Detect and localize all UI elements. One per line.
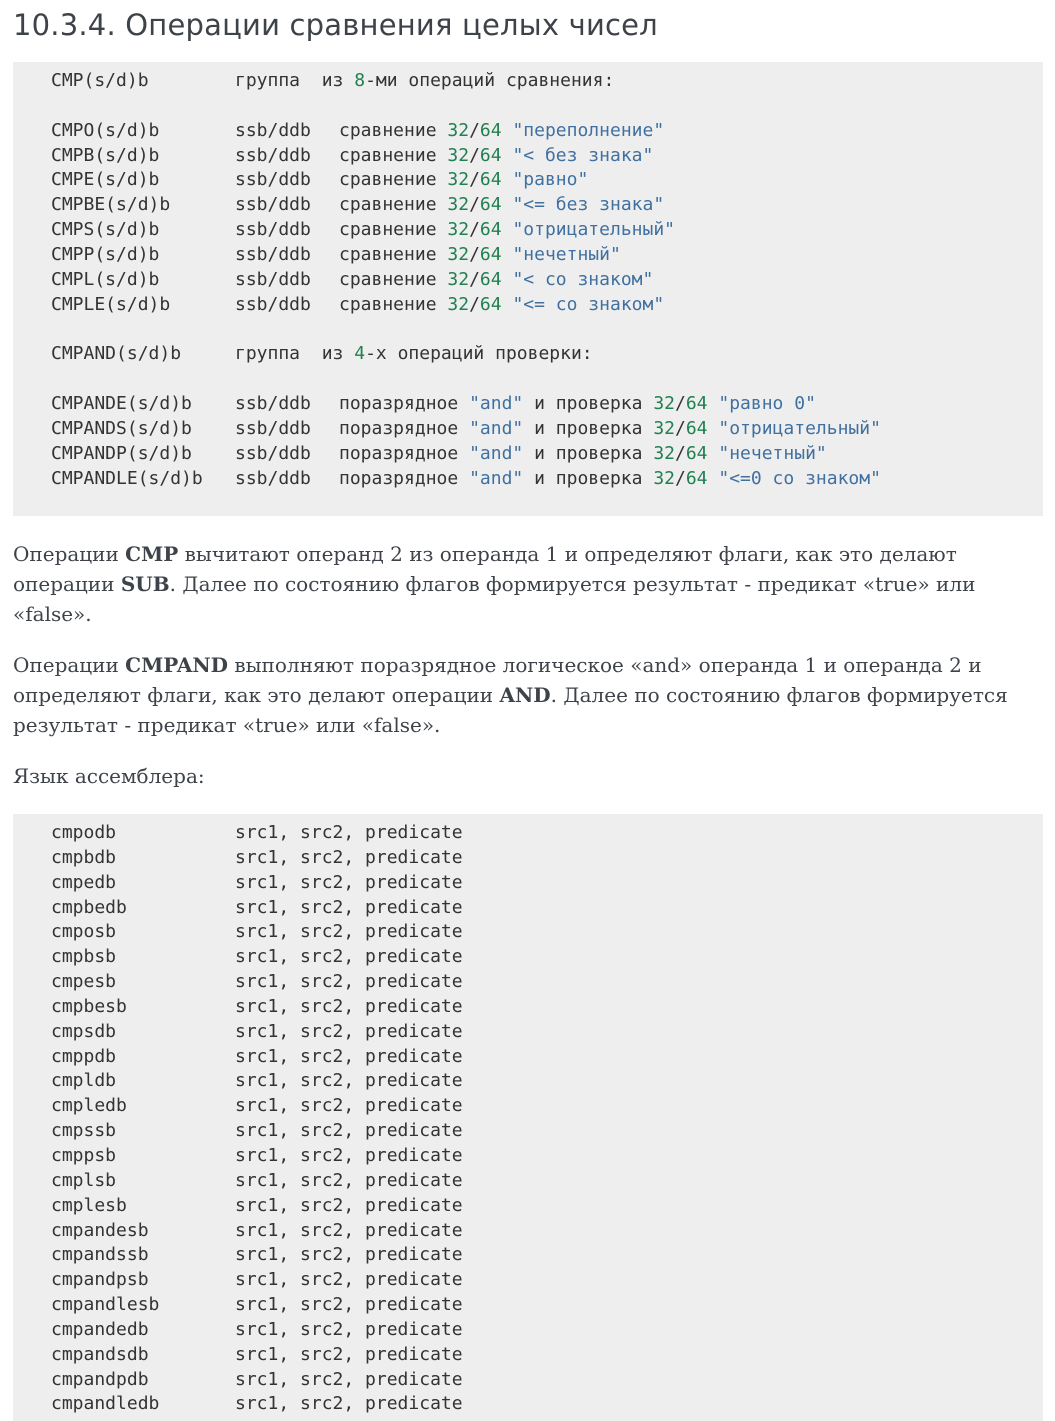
asm-mnemonic: cmpssb: [51, 1120, 117, 1142]
asm-mnemonic: cmposb: [51, 921, 117, 943]
asm-lines-list: [51, 821, 1043, 1417]
asm-line: [51, 945, 1043, 970]
op-mid: и проверка: [534, 442, 643, 464]
op-bits: 32: [447, 219, 470, 241]
op-condition: "<= со знаком": [512, 293, 665, 315]
asm-mnemonic: cmppdb: [51, 1045, 117, 1067]
op-name: CMPBE(s/d)b: [51, 194, 171, 216]
op-bits: 64: [479, 243, 502, 265]
asm-line: [51, 1094, 1043, 1119]
asm-operands: src1, src2, predicate: [235, 921, 463, 943]
op-bits: 64: [479, 219, 502, 241]
op-types: ssb/ddb: [235, 194, 311, 216]
asm-operands: src1, src2, predicate: [235, 1318, 463, 1340]
code-line: CMPP(s/d)b ssb/ddb сравнение 32/64 "нечетный": [51, 243, 1043, 268]
op-and: "and": [469, 467, 524, 489]
asm-mnemonic: cmpandpsb: [51, 1269, 149, 1291]
op-condition: "нечетный": [718, 442, 827, 464]
op-condition: "<=0 со знаком": [718, 467, 881, 489]
bold-term: AND: [499, 683, 551, 707]
asm-line: [51, 1268, 1043, 1293]
op-word: поразрядное: [339, 442, 459, 464]
cmpand-ops-list: [51, 392, 1043, 491]
asm-line: [51, 1392, 1043, 1417]
op-name: CMPANDE(s/d)b: [51, 392, 192, 414]
bold-term: SUB: [120, 572, 170, 596]
op-types: ssb/ddb: [235, 467, 311, 489]
asm-operands: src1, src2, predicate: [235, 822, 463, 843]
asm-line: [51, 1069, 1043, 1094]
operations-code-block: [13, 62, 1043, 516]
paragraph-cmpand: Операции CMPAND выполняют поразрядное логическое «and» операнда 1 и операнда 2 и определяют флаги, как это делают операции AND. Далее по состоянию флагов формируется результат - предикат «true» или «false».: [13, 653, 1008, 737]
asm-mnemonic: cmpandlesb: [51, 1294, 160, 1316]
op-and: "and": [469, 392, 524, 414]
asm-operands: src1, src2, predicate: [235, 946, 463, 968]
op-types: ssb/ddb: [235, 219, 311, 241]
op-bits: 32: [653, 392, 675, 414]
op-word: сравнение: [339, 219, 437, 241]
op-bits: 64: [479, 119, 502, 141]
op-bits: 32: [653, 467, 675, 489]
op-name: CMPANDS(s/d)b: [51, 417, 192, 439]
code-line: CMPB(s/d)b ssb/ddb сравнение 32/64 "< без знака": [51, 144, 1043, 169]
cmp-ops-list: [51, 119, 1043, 318]
op-condition: "переполнение": [512, 119, 665, 141]
paragraph-asm-label: Язык ассемблера:: [13, 764, 205, 788]
asm-mnemonic: cmpandssb: [51, 1244, 149, 1266]
op-bits: 32: [447, 144, 470, 166]
op-types: ssb/ddb: [235, 144, 311, 166]
op-word: сравнение: [339, 268, 437, 290]
op-name: CMPS(s/d)b: [51, 219, 160, 241]
asm-operands: src1, src2, predicate: [235, 1095, 463, 1117]
asm-mnemonic: cmpedb: [51, 871, 117, 893]
op-bits: 32: [447, 243, 470, 265]
asm-mnemonic: cmpesb: [51, 971, 117, 993]
op-bits: 64: [479, 268, 502, 290]
code-line: CMPANDP(s/d)b ssb/ddb поразрядное "and" и проверка 32/64 "нечетный": [51, 442, 1043, 467]
asm-line: [51, 1318, 1043, 1343]
asm-line: [51, 1368, 1043, 1393]
op-name: CMPANDP(s/d)b: [51, 442, 192, 464]
asm-line: [51, 846, 1043, 871]
asm-mnemonic: cmpbedb: [51, 896, 127, 918]
op-bits: 64: [685, 442, 708, 464]
asm-operands: src1, src2, predicate: [235, 1070, 463, 1092]
asm-operands: src1, src2, predicate: [235, 1269, 463, 1291]
asm-line: [51, 1119, 1043, 1144]
op-condition: "отрицательный": [512, 219, 676, 241]
asm-mnemonic: cmppsb: [51, 1144, 117, 1166]
op-bits: 64: [685, 392, 708, 414]
op-name: CMPE(s/d)b: [51, 169, 160, 191]
bold-term: CMPAND: [125, 653, 228, 677]
op-and: "and": [469, 442, 524, 464]
op-bits: 32: [447, 194, 470, 216]
asm-operands: src1, src2, predicate: [235, 1219, 463, 1241]
asm-operands: src1, src2, predicate: [235, 1020, 463, 1042]
asm-operands: src1, src2, predicate: [235, 1343, 463, 1365]
asm-operands: src1, src2, predicate: [235, 971, 463, 993]
asm-line: [51, 1045, 1043, 1070]
asm-line: [51, 970, 1043, 995]
code-line: CMPS(s/d)b ssb/ddb сравнение 32/64 "отрицательный": [51, 218, 1043, 243]
asm-line: [51, 1144, 1043, 1169]
asm-mnemonic: cmpsdb: [51, 1020, 117, 1042]
group-cmp-line: CMP(s/d)b группа из 8-ми операций сравнения:: [51, 69, 1043, 94]
asm-line: [51, 1243, 1043, 1268]
op-mid: и проверка: [534, 392, 643, 414]
op-name: CMPL(s/d)b: [51, 268, 160, 290]
op-bits: 32: [447, 293, 470, 315]
op-condition: "< со знаком": [512, 268, 654, 290]
op-types: ssb/ddb: [235, 417, 311, 439]
group-name: CMPAND(s/d)b: [51, 343, 182, 365]
asm-mnemonic: cmpandsdb: [51, 1343, 149, 1365]
asm-operands: src1, src2, predicate: [235, 1169, 463, 1191]
asm-operands: src1, src2, predicate: [235, 1120, 463, 1142]
op-bits: 32: [447, 268, 470, 290]
op-condition: "равно 0": [718, 392, 816, 414]
op-bits: 64: [479, 293, 502, 315]
code-line: CMPANDE(s/d)b ssb/ddb поразрядное "and" и проверка 32/64 "равно 0": [51, 392, 1043, 417]
section-heading: 10.3.4. Операции сравнения целых чисел: [13, 8, 658, 42]
op-bits: 64: [479, 169, 502, 191]
op-bits: 32: [447, 169, 470, 191]
op-bits: 64: [479, 144, 502, 166]
code-line: CMPE(s/d)b ssb/ddb сравнение 32/64 "равно": [51, 168, 1043, 193]
asm-operands: src1, src2, predicate: [235, 995, 463, 1017]
asm-operands: src1, src2, predicate: [235, 1393, 463, 1415]
asm-line: [51, 896, 1043, 921]
op-name: CMPLE(s/d)b: [51, 293, 171, 315]
op-word: поразрядное: [339, 467, 459, 489]
op-types: ssb/ddb: [235, 119, 311, 141]
op-bits: 64: [685, 417, 708, 439]
op-word: сравнение: [339, 144, 437, 166]
op-bits: 64: [685, 467, 708, 489]
asm-line: [51, 920, 1043, 945]
op-condition: "нечетный": [512, 243, 621, 265]
op-mid: и проверка: [534, 417, 643, 439]
asm-mnemonic: cmpandledb: [51, 1393, 160, 1415]
asm-operands: src1, src2, predicate: [235, 1294, 463, 1316]
asm-mnemonic: cmpbdb: [51, 846, 117, 868]
op-name: CMPO(s/d)b: [51, 119, 160, 141]
asm-line: [51, 995, 1043, 1020]
op-word: поразрядное: [339, 392, 459, 414]
op-word: сравнение: [339, 293, 437, 315]
asm-operands: src1, src2, predicate: [235, 1244, 463, 1266]
op-types: ssb/ddb: [235, 169, 311, 191]
group-cmpand-line: CMPAND(s/d)b группа из 4-х операций проверки:: [51, 342, 1043, 367]
op-mid: и проверка: [534, 467, 643, 489]
op-word: сравнение: [339, 243, 437, 265]
op-word: сравнение: [339, 169, 437, 191]
bold-term: CMP: [125, 542, 179, 566]
asm-line: [51, 871, 1043, 896]
code-line: CMPLE(s/d)b ssb/ddb сравнение 32/64 "<= со знаком": [51, 293, 1043, 318]
document-page: [0, 8, 1055, 1421]
op-word: поразрядное: [339, 417, 459, 439]
op-types: ssb/ddb: [235, 442, 311, 464]
code-line: CMPANDLE(s/d)b ssb/ddb поразрядное "and" и проверка 32/64 "<=0 со знаком": [51, 467, 1043, 492]
op-condition: "отрицательный": [718, 417, 881, 439]
asm-mnemonic: cmpldb: [51, 1070, 117, 1092]
op-word: сравнение: [339, 194, 437, 216]
op-bits: 32: [653, 442, 675, 464]
asm-operands: src1, src2, predicate: [235, 871, 463, 893]
asm-mnemonic: cmpandedb: [51, 1318, 149, 1340]
asm-mnemonic: cmpodb: [51, 822, 117, 843]
asm-mnemonic: cmplesb: [51, 1194, 127, 1216]
asm-mnemonic: cmplsb: [51, 1169, 117, 1191]
op-bits: 32: [447, 119, 470, 141]
asm-mnemonic: cmpandesb: [51, 1219, 149, 1241]
asm-operands: src1, src2, predicate: [235, 1045, 463, 1067]
op-condition: "<= без знака": [512, 194, 665, 216]
op-word: сравнение: [339, 119, 437, 141]
op-types: ssb/ddb: [235, 243, 311, 265]
op-bits: 32: [653, 417, 675, 439]
code-line: CMPL(s/d)b ssb/ddb сравнение 32/64 "< со знаком": [51, 268, 1043, 293]
code-line: CMPO(s/d)b ssb/ddb сравнение 32/64 "переполнение": [51, 119, 1043, 144]
op-name: CMPP(s/d)b: [51, 243, 160, 265]
assembler-code-block: [13, 814, 1043, 1421]
asm-line: [51, 1020, 1043, 1045]
paragraph-cmp: Операции CMP вычитают операнд 2 из операнда 1 и определяют флаги, как это делают операции SUB. Далее по состоянию флагов формируется результат - предикат «true» или «false».: [13, 542, 976, 626]
asm-operands: src1, src2, predicate: [235, 846, 463, 868]
op-bits: 64: [479, 194, 502, 216]
op-types: ssb/ddb: [235, 392, 311, 414]
code-line: CMPBE(s/d)b ssb/ddb сравнение 32/64 "<= без знака": [51, 193, 1043, 218]
asm-operands: src1, src2, predicate: [235, 1368, 463, 1390]
op-condition: "равно": [512, 169, 589, 191]
op-condition: "< без знака": [512, 144, 654, 166]
op-types: ssb/ddb: [235, 268, 311, 290]
op-name: CMPANDLE(s/d)b: [51, 467, 203, 489]
op-types: ssb/ddb: [235, 293, 311, 315]
group-name: CMP(s/d)b: [51, 70, 149, 91]
asm-line: [51, 1194, 1043, 1219]
asm-line: [51, 821, 1043, 846]
asm-mnemonic: cmpbesb: [51, 995, 127, 1017]
asm-mnemonic: cmpbsb: [51, 946, 117, 968]
asm-line: [51, 1219, 1043, 1244]
asm-operands: src1, src2, predicate: [235, 1144, 463, 1166]
asm-operands: src1, src2, predicate: [235, 896, 463, 918]
asm-line: [51, 1293, 1043, 1318]
asm-mnemonic: cmpandpdb: [51, 1368, 149, 1390]
code-line: CMPANDS(s/d)b ssb/ddb поразрядное "and" и проверка 32/64 "отрицательный": [51, 417, 1043, 442]
op-name: CMPB(s/d)b: [51, 144, 160, 166]
asm-line: [51, 1169, 1043, 1194]
op-and: "and": [469, 417, 524, 439]
asm-mnemonic: cmpledb: [51, 1095, 127, 1117]
asm-operands: src1, src2, predicate: [235, 1194, 463, 1216]
asm-line: [51, 1343, 1043, 1368]
